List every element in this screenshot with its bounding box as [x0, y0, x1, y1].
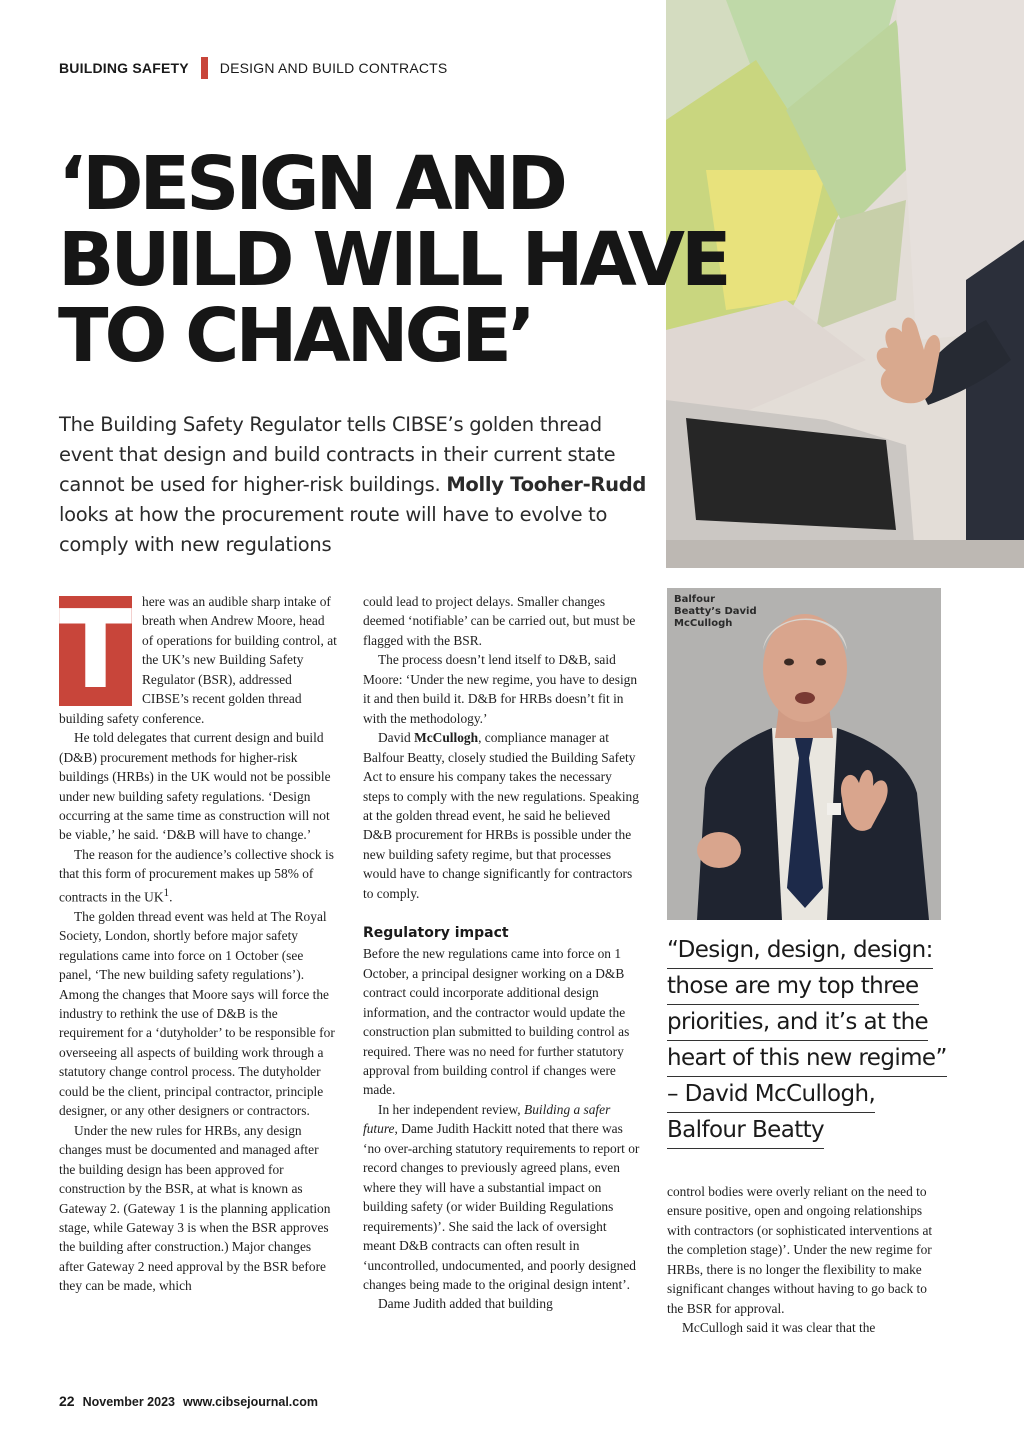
paragraph-text: The reason for the audience’s collective shock is that this form of procurement makes up 58% of contracts in the UK: [59, 846, 334, 905]
body-column-1: [58, 588, 337, 1296]
paragraph-text: , compliance manager at Balfour Beatty, closely studied the Building Safety Act to ensure his company takes the necessary steps to comply with the new regulations. Speaking at the golden thread event, he said he believed D&B procurement for HRBs is possible under the new building safety regime, but that processes would have to change significantly for contractors to comply.: [363, 730, 639, 901]
review-title: Building a safer future: [363, 1101, 611, 1137]
paragraph: could lead to project delays. Smaller changes deemed ‘notifiable’ can be carried out, but must be flagged with the BSR.: [363, 594, 636, 648]
standfirst: [59, 410, 659, 560]
page-footer: [59, 1393, 318, 1409]
headline-line: BUILD WILL HAVE: [58, 217, 728, 303]
pull-quote: [667, 933, 967, 1149]
author-name: Molly Tooher-Rudd: [446, 473, 647, 496]
body-column-2: [363, 592, 641, 1314]
paragraph: Dame Judith added that building: [378, 1296, 553, 1312]
paragraph: [363, 728, 641, 903]
pull-quote-line: heart of this new regime”: [667, 1041, 947, 1077]
paragraph-pre: In her independent review,: [378, 1101, 521, 1117]
pull-quote-line: “Design, design, design:: [667, 933, 933, 969]
standfirst-intro: The Building Safety Regulator tells CIBSE’s golden thread event that design and build contracts in their current state cannot be used for higher-risk buildings.: [59, 413, 616, 496]
headline-line: ‘DESIGN AND: [58, 141, 564, 227]
website-url: www.cibsejournal.com: [183, 1395, 318, 1409]
headline-line: TO CHANGE’: [58, 293, 532, 379]
issue-date: November 2023: [82, 1395, 175, 1409]
paragraph: Before the new regulations came into force on 1 October, a principal designer working on a D&B contract could incorporate additional design information, and the contractor would update the construction plan submitted to building control as required. There was no need for further statutory approval from building control if changes were made.: [363, 946, 630, 1098]
paragraph-end: .: [169, 889, 173, 905]
paragraph: here was an audible sharp intake of breath when Andrew Moore, head of operations for building control, at the UK’s new Building Safety Regulator (BSR), addressed CIBSE’s recent golden thread building safety conference.: [59, 594, 337, 726]
pull-quote-line: Balfour Beatty: [667, 1113, 824, 1149]
section-header: [59, 56, 447, 80]
subheading: Regulatory impact: [363, 925, 509, 942]
section-name: BUILDING SAFETY: [59, 60, 189, 76]
drop-cap: T: [58, 588, 133, 713]
paragraph: control bodies were overly reliant on the need to ensure positive, open and ongoing relationships with contractors (or sophisticated interventions at the completion stage)’. Under the new regime for HRBs, there is no longer the flexibility to make significant changes without having to go back to the BSR for approval.: [667, 1184, 933, 1316]
section-divider: [201, 57, 208, 79]
paragraph: [59, 845, 337, 907]
person-name: McCullogh: [414, 730, 479, 746]
paragraph-pre: David: [378, 730, 411, 746]
paragraph: The golden thread event was held at The Royal Society, London, shortly before major safety regulations came into force on 1 October (see panel, ‘The new building safety regulations’). Among the changes that Moore says will force the industry to rethink the use of D&B is the requirement for a ‘dutyholder’ to be responsible for overseeing all aspects of building work through a statutory change control process. The dutyholder could be the client, principal contractor, principle designer, or any other designers or contractors.: [59, 908, 335, 1119]
paragraph: McCullogh said it was clear that the: [682, 1320, 876, 1336]
headline: [58, 141, 818, 379]
pull-quote-line: – David McCullogh,: [667, 1077, 875, 1113]
page-number: 22: [59, 1393, 75, 1409]
footnote-ref: 1: [163, 886, 170, 899]
subsection-name: DESIGN AND BUILD CONTRACTS: [219, 60, 448, 76]
paragraph: [363, 1100, 641, 1295]
body-column-3: [667, 1182, 945, 1338]
pull-quote-line: priorities, and it’s at the: [667, 1005, 928, 1041]
paragraph: He told delegates that current design and build (D&B) procurement methods for higher-risk buildings (HRBs) in the UK would not be possible under new building safety regulations. ‘Design occurring at the same time as construction will not be viable,’ he said. ‘D&B will have to change.’: [59, 730, 331, 843]
portrait-caption: Balfour Beatty’s David McCullogh: [674, 594, 757, 629]
paragraph: The process doesn’t lend itself to D&B, said Moore: ‘Under the new regime, you have to design it and then build it. D&B for HRBs doesn’t fit in with the methodology.’: [363, 652, 638, 726]
portrait-photo: [667, 588, 941, 920]
paragraph: Under the new rules for HRBs, any design changes must be documented and managed after the building design has been approved for construction by the BSR, at what is known as Gateway 2. (Gateway 1 is the planning application stage, while Gateway 3 is when the BSR approves the building after construction.) Major changes after Gateway 2 need approval by the BSR before they can be made, which: [59, 1122, 331, 1294]
paragraph-text: , Dame Judith Hackitt noted that there was ‘no over-arching statutory requirements to report or record changes to previously agreed plans, even where they will have a substantial impact on building safety (or wider Building Regulations requirements)’. She said the lack of oversight meant D&B contracts can often result in ‘uncontrolled, undocumented, and poorly designed changes being made to the original design intent’.: [363, 1121, 640, 1292]
standfirst-rest: looks at how the procurement route will have to evolve to comply with new regulations: [59, 503, 608, 556]
pull-quote-line: those are my top three: [667, 969, 919, 1005]
